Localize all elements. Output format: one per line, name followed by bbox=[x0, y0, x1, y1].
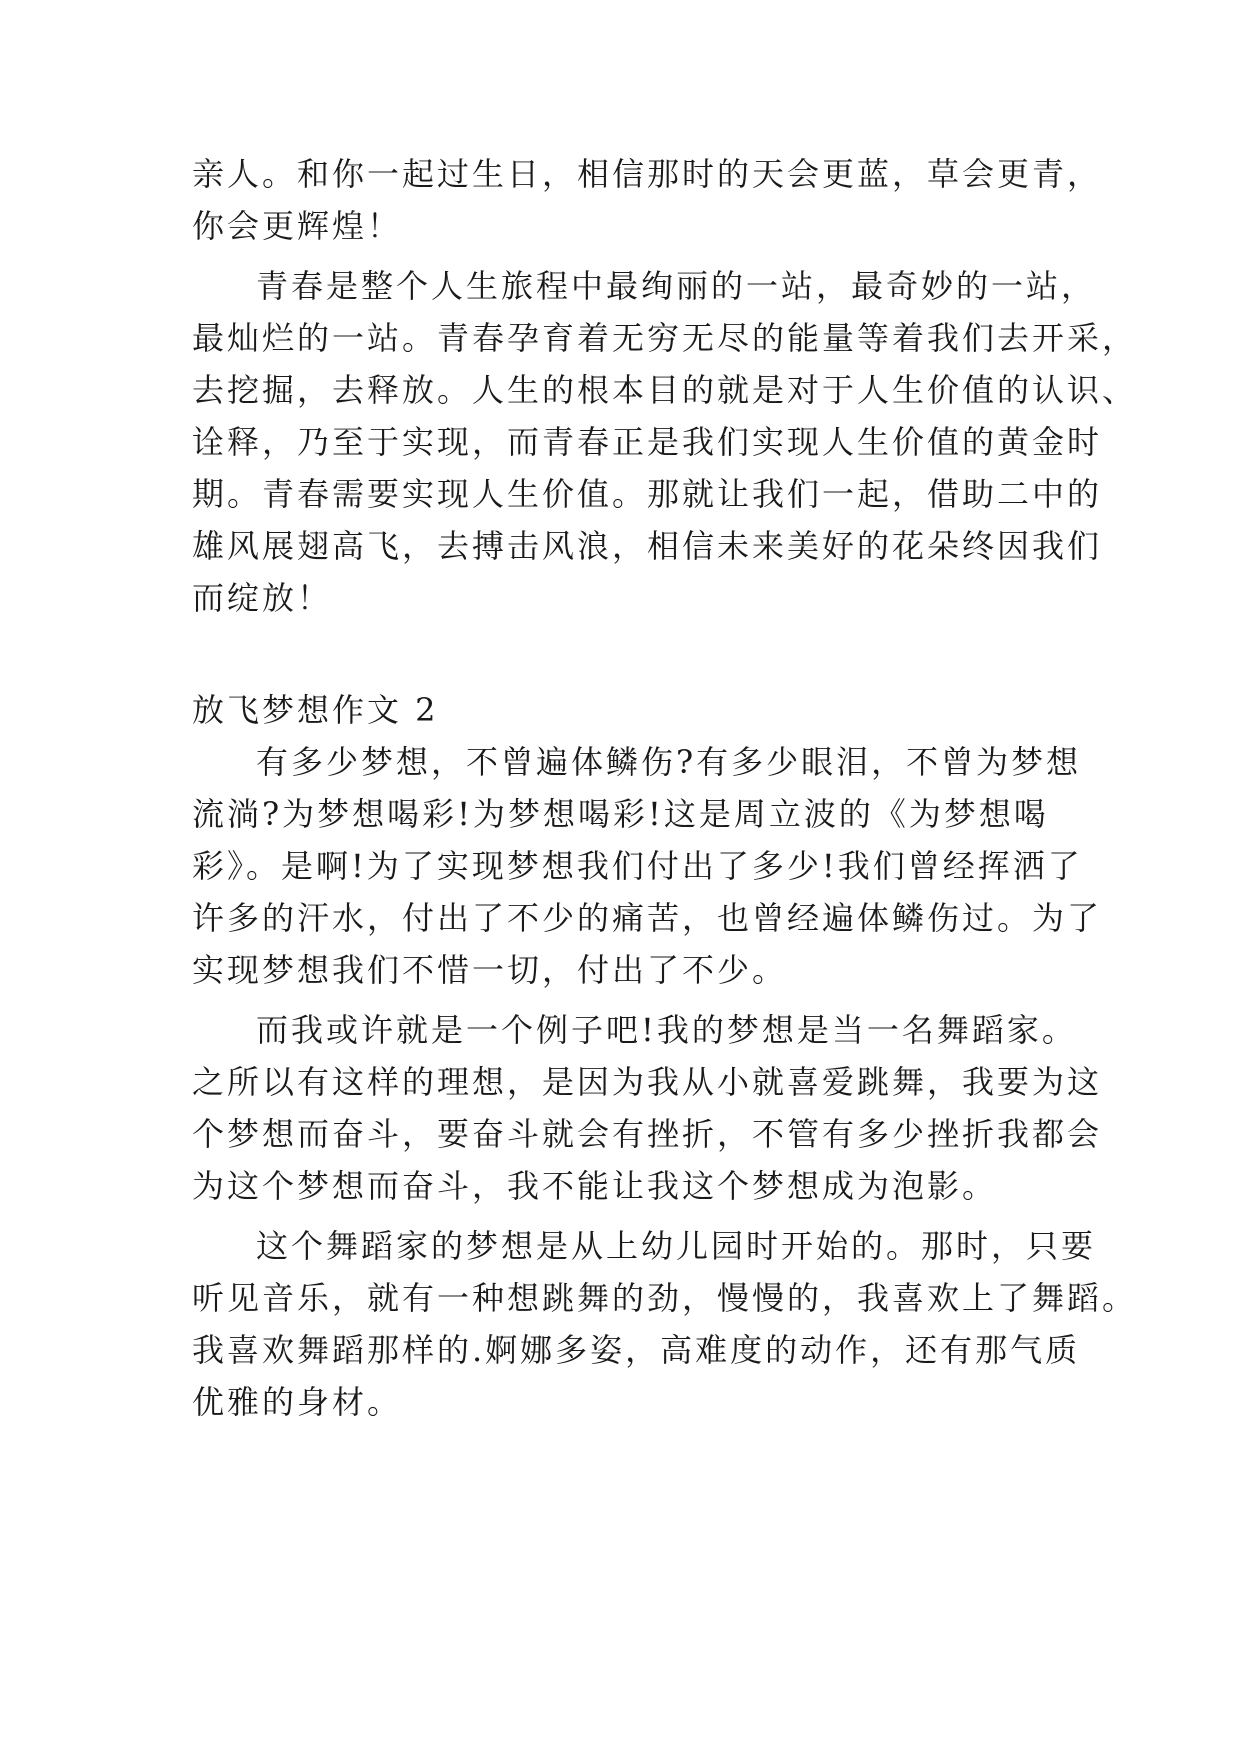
text-line: 而我或许就是一个例子吧!我的梦想是当一名舞蹈家。 bbox=[256, 1011, 1077, 1049]
text-line: 你会更辉煌！ bbox=[192, 207, 403, 245]
document-page bbox=[192, 148, 1138, 1428]
text-line: 听见音乐，就有一种想跳舞的劲，慢慢的，我喜欢上了舞蹈。 bbox=[192, 1279, 1138, 1317]
paragraph-intro-continuation bbox=[192, 148, 1103, 252]
text-line: 为这个梦想而奋斗，我不能让我这个梦想成为泡影。 bbox=[192, 1167, 998, 1205]
text-line: 青春是整个人生旅程中最绚丽的一站，最奇妙的一站， bbox=[256, 267, 1097, 305]
text-line: 实现梦想我们不惜一切，付出了不少。 bbox=[192, 951, 788, 989]
text-line: 彩》。是啊!为了实现梦想我们付出了多少!我们曾经挥洒了 bbox=[192, 847, 1083, 885]
text-line: 最灿烂的一站。青春孕育着无穷无尽的能量等着我们去开采， bbox=[192, 319, 1138, 357]
paragraph-youth bbox=[192, 260, 1138, 624]
section-title: 放飞梦想作文 2 bbox=[192, 691, 439, 729]
paragraph-dream-2 bbox=[192, 1004, 1103, 1212]
text-line: 去挖掘，去释放。人生的根本目的就是对于人生价值的认识、 bbox=[192, 371, 1138, 409]
text-line: 诠释，乃至于实现，而青春正是我们实现人生价值的黄金时 bbox=[192, 423, 1103, 461]
text-line: 这个舞蹈家的梦想是从上幼儿园时开始的。那时，只要 bbox=[256, 1227, 1097, 1265]
text-line: 雄风展翅高飞，去搏击风浪，相信未来美好的花朵终因我们 bbox=[192, 527, 1103, 565]
paragraph-dream-3 bbox=[192, 1220, 1138, 1428]
text-line: 而绽放！ bbox=[192, 579, 333, 617]
text-line: 亲人。和你一起过生日，相信那时的天会更蓝，草会更青， bbox=[192, 155, 1103, 193]
text-line: 优雅的身材。 bbox=[192, 1383, 403, 1421]
text-line: 流淌?为梦想喝彩!为梦想喝彩!这是周立波的《为梦想喝 bbox=[192, 795, 1049, 833]
text-line: 期。青春需要实现人生价值。那就让我们一起，借助二中的 bbox=[192, 475, 1103, 513]
text-line: 之所以有这样的理想，是因为我从小就喜爱跳舞，我要为这 bbox=[192, 1063, 1103, 1101]
text-line: 我喜欢舞蹈那样的.婀娜多姿，高难度的动作，还有那气质 bbox=[192, 1331, 1081, 1369]
text-line: 个梦想而奋斗，要奋斗就会有挫折，不管有多少挫折我都会 bbox=[192, 1115, 1103, 1153]
text-line: 许多的汗水，付出了不少的痛苦，也曾经遍体鳞伤过。为了 bbox=[192, 899, 1103, 937]
text-line: 有多少梦想，不曾遍体鳞伤?有多少眼泪，不曾为梦想 bbox=[256, 743, 1082, 781]
paragraph-dream-1 bbox=[192, 736, 1103, 996]
